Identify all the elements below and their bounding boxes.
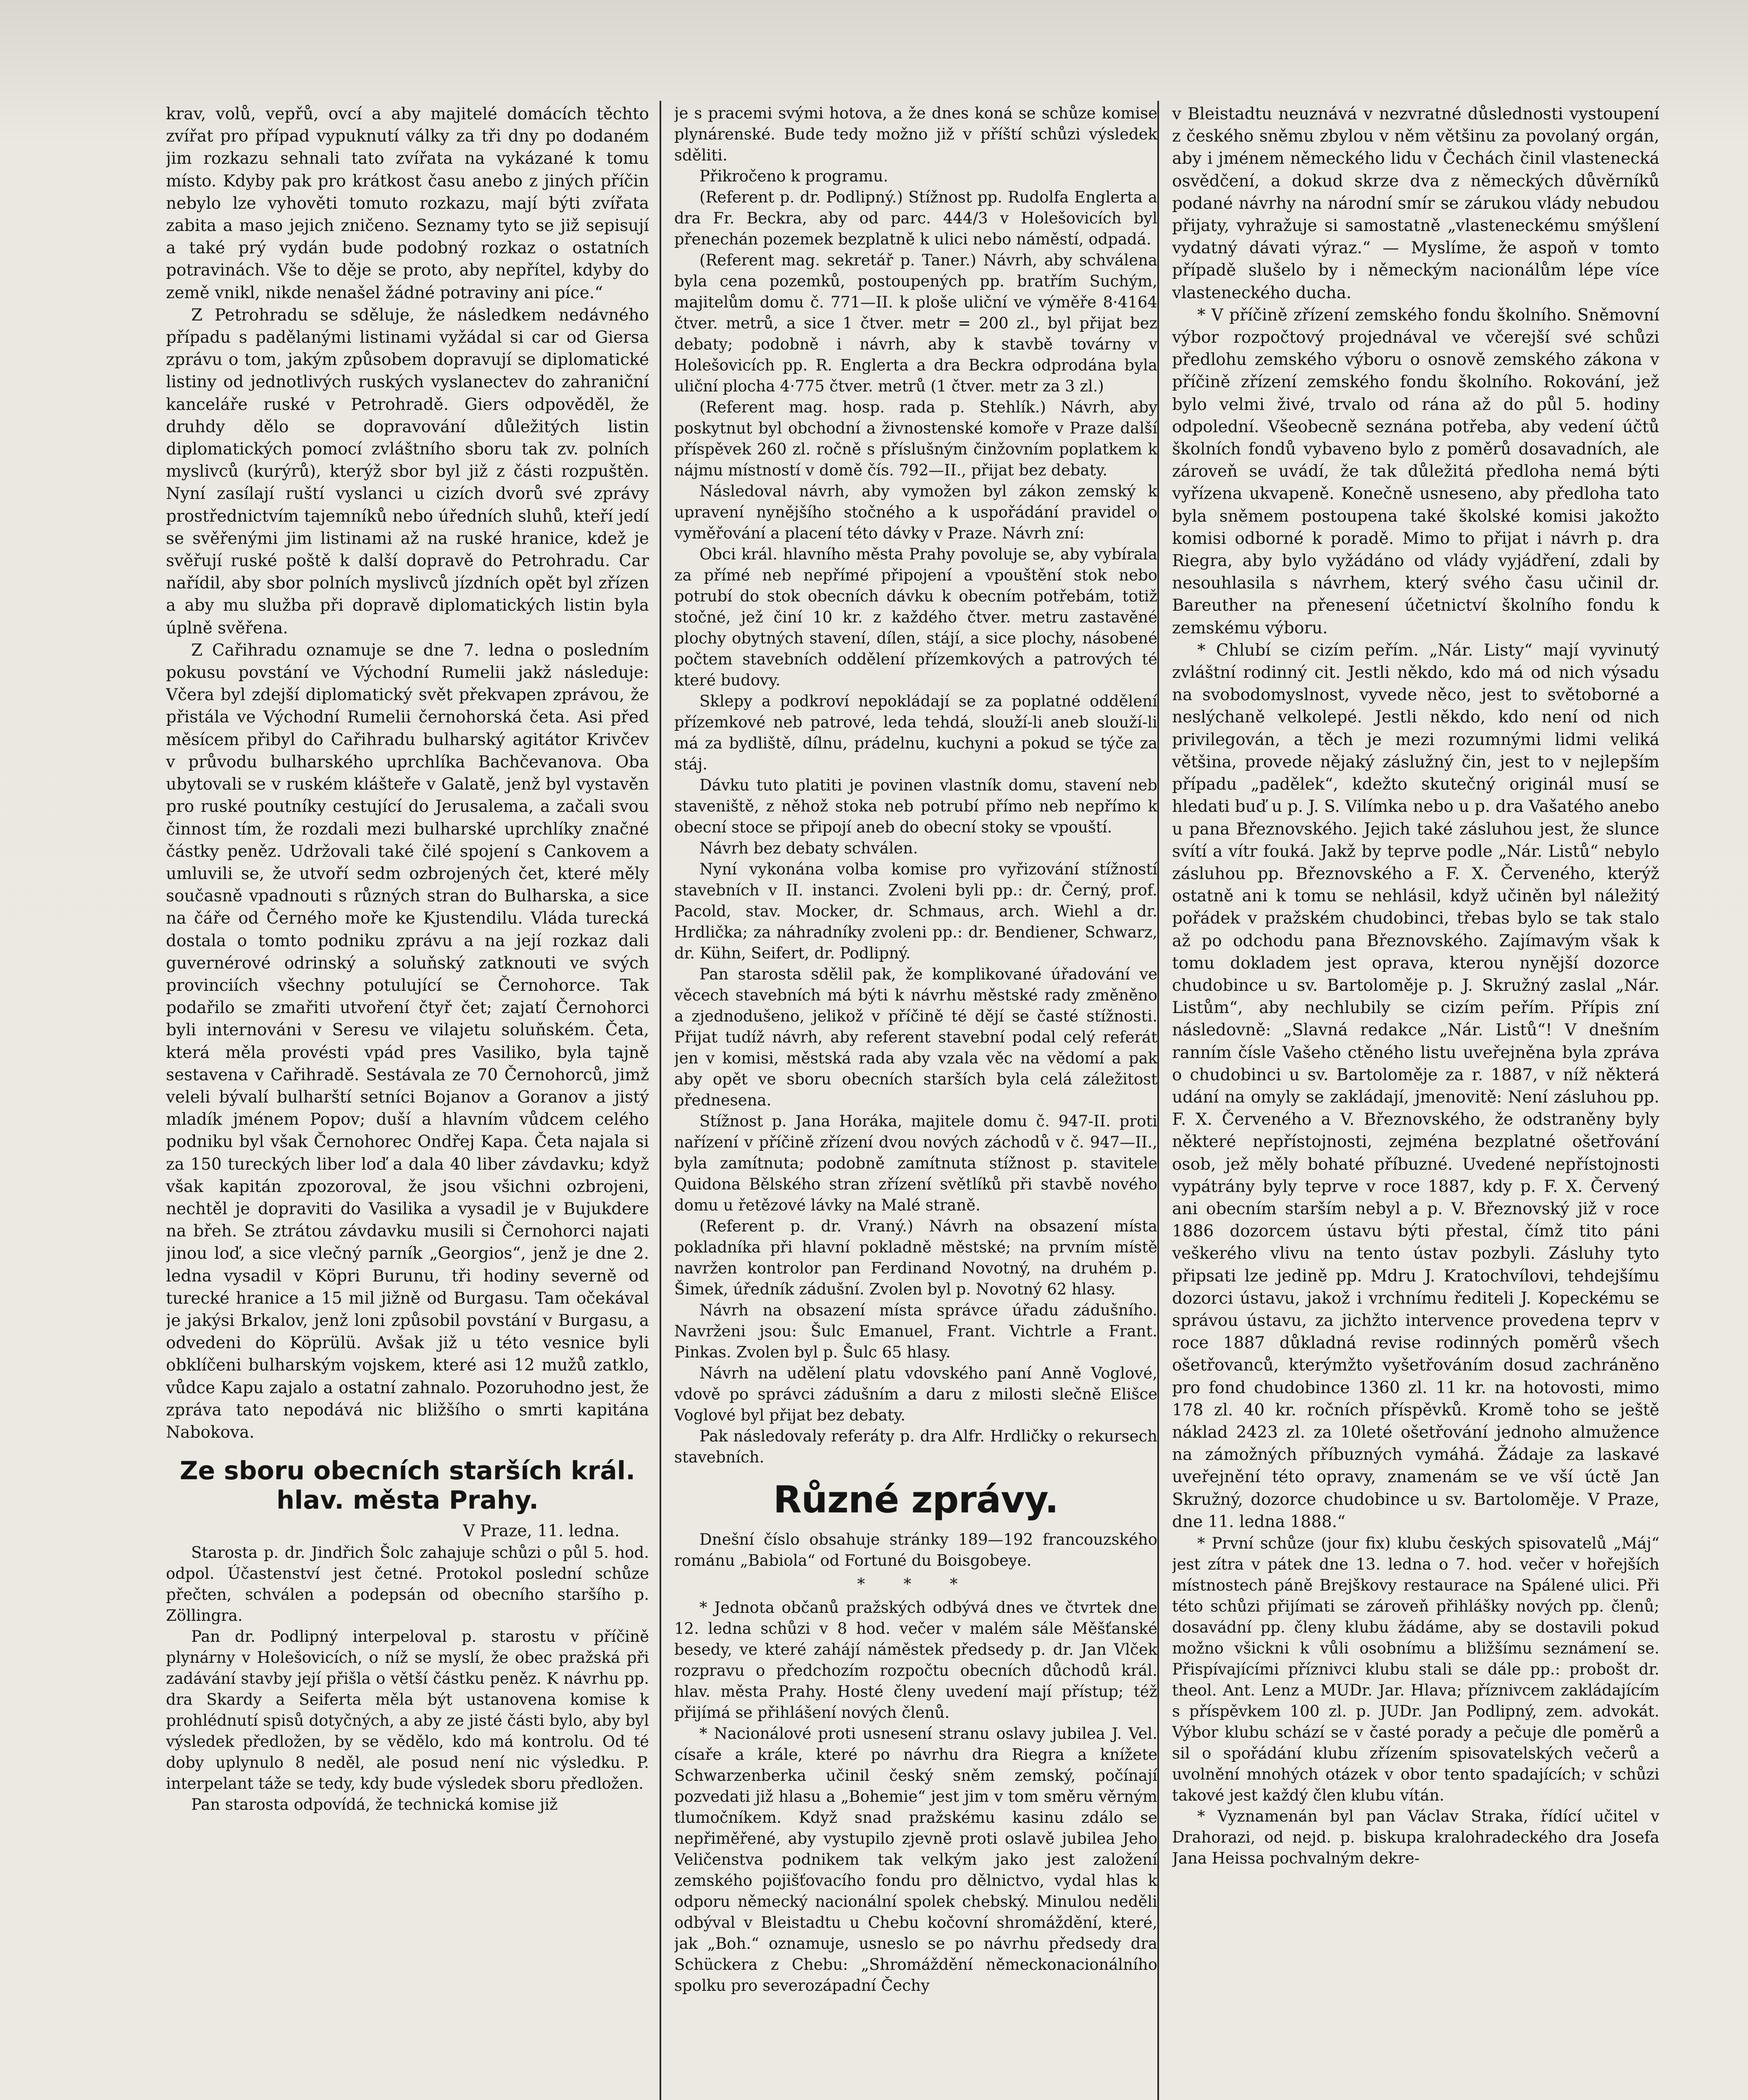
article-text: * Nacionálové proti usnesení stranu oslavy jubilea J. Vel. císaře a krále, které po návrhu dra Riegra a knížete Schwarzenberka učinil český sněm zemský, počínají pozvedati již hlasu a „Bohemie“ jest jim v tom směru věrným tlumočníkem. Když snad pražskému kasinu zdálo se nepřiměřené, aby vystupilo zjevně proti oslavě jubilea Jeho Veličenstva podnikem tak velkým jako jest založení zemského pojišťovacího fondu pro dělnictvo, vydal hlas k odporu německý nacionální spolek chebský. Minulou neděli odbýval v Bleistadtu u Chebu kočovní shromáždění, které, jak „Boh.“ oznamuje, usneslo se po návrhu předsedy dra Schückera z Chebu: „Shromáždění německonacionálního spolku pro severozápadní Čechy [674, 1725, 1157, 1995]
article-text: (Referent mag. hosp. rada p. Stehlík.) Návrh, aby poskytnut byl obchodní a živnostenské komoře v Praze další příspěvek 260 zl. ročně s příslušným činžovním poplatkem k nájmu místností v domě čís. 792—II., přijat bez debaty. [674, 398, 1157, 479]
article-text: * Jednota občanů pražských odbývá dnes ve čtvrtek dne 12. ledna schůzi v 8 hod. večer v malém sále Měšťanské besedy, ve které zahájí náměstek předsedy p. dr. Jan Vlček rozpravu o předchozím rozpočtu obecních důchodů král. hlav. města Prahy. Hosté členy uvedení mají přístup; též přijímá se přihlášení nových členů. [674, 1599, 1157, 1722]
column-rule-1 [660, 101, 661, 2100]
article-text: Návrh bez debaty schválen. [699, 839, 918, 857]
article-text: Návrh na udělení platu vdovského paní Anně Voglové, vdově po správci zádušním a daru z milosti slečně Elišce Voglové byl přijat bez debaty. [674, 1364, 1157, 1424]
article-text: * Vyznamenán byl pan Václav Straka, řídící učitel v Drahorazi, od nejd. p. biskupa kralohradeckého dra Josefa Jana Heissa pochvalným dekre- [1172, 1807, 1659, 1867]
article-text: (Referent p. dr. Vraný.) Návrh na obsazení místa pokladníka při hlavní pokladně městské; na prvním místě navržen kontrolor pan Ferdinand Novotný, na druhém p. Šimek, úředník zádušní. Zvolen byl p. Novotný 62 hlasy. [674, 1217, 1157, 1298]
column-2 [674, 103, 1157, 2100]
article-text: Z Petrohradu se sděluje, že následkem nedávného případu s padělanými listinami vyžádal si car od Giersa zprávu o tom, jakým způsobem dopravují se diplomatické listiny od jednotlivých ruských vyslanectev do zahraniční kanceláře ruské v Petrohradě. Giers odpověděl, že druhdy dělo se dopravování důležitých listin diplomatických pomocí zvláštního sboru tak zv. polních myslivců (kurýrů), kterýž sbor byl již z části rozpuštěn. Nyní zasílají ruští vyslanci u cizích dvorů své zprávy prostřednictvím tajemníků nebo úředních sluhů, kteří jedí se svěřenými jim listinami až na ruské hranice, kdež je svěřují ruské poště k další dopravě do Petrohradu. Car nařídil, aby sbor polních myslivců jízdních opět byl zřízen a aby mu služba při dopravě diplomatických listin byla úplně svěřena. [166, 305, 649, 638]
column-rule-2 [1157, 101, 1159, 2100]
article-text: Přikročeno k programu. [699, 167, 888, 185]
article-text: Následoval návrh, aby vymožen byl zákon zemský k upravení nynějšího stočného a k uspořádání pravidel o vyměřování a placení této dávky v Praze. Návrh zní: [674, 482, 1157, 542]
article-text: Nyní vykonána volba komise pro vyřizování stížností stavebních v II. instanci. Zvoleni byli pp.: dr. Černý, prof. Pacold, stav. Mocker, dr. Schmaus, arch. Wiehl a dr. Hrdlička; za náhradníky zvoleni pp.: dr. Bendiener, Schwarz, dr. Kühn, Seifert, dr. Podlipný. [674, 860, 1157, 962]
article-text: Obci král. hlavního města Prahy povoluje se, aby vybírala za přímé neb nepřímé připojení a vpouštění stok nebo potrubí do stok obecních dávku k obecním potřebám, totiž stočné, jež činí 10 kr. z každého čtver. metru zastavěné plochy obytných stavení, dílen, stájí, a sice plochy, násobené počtem stavebních oddělení přízemkových a patrových té které budovy. [674, 545, 1157, 689]
article-text: (Referent mag. sekretář p. Taner.) Návrh, aby schválena byla cena pozemků, postoupených pp. bratřím Suchým, majitelům domu č. 771—II. k ploše uliční ve výměře 8·4164 čtver. metrů, a sice 1 čtver. metr = 200 zl., byl přijat bez debaty; podobně i návrh, aby k stavbě továrny v Holešovicích pp. R. Englerta a dra Beckra odprodána byla uliční plocha 4·775 čtver. metrů (1 čtver. metr za 3 zl.) [674, 251, 1157, 395]
article-text: Pan dr. Podlipný interpeloval p. starostu v příčině plynárny v Holešovicích, o níž se myslí, že obec pražská při zadávání stavby její přišla o větší částku peněz. K návrhu pp. dra Skardy a Seiferta měla být ustanovena komise k prohlédnutí spisů dotyčných, a aby ze jisté části bylo, aby byl výsledek předložen, by se vědělo, kdo má kontrolu. Od té doby uplynulo 8 neděl, ale posud není nic výsledku. P. interpelant táže se tedy, kdy bude výsledek sboru předložen. [166, 1628, 649, 1793]
section-heading: Různé zprávy. [773, 1478, 1059, 1521]
section-heading: Ze sboru obecních starších král. hlav. města Prahy. [179, 1456, 636, 1515]
article-text: Návrh na obsazení místa správce úřadu zádušního. Navrženi jsou: Šulc Emanuel, Frant. Vichtrle a Frant. Pinkas. Zvolen byl p. Šulc 65 hlasy. [674, 1301, 1157, 1361]
article-text: Pan starosta odpovídá, že technická komise již [191, 1796, 558, 1814]
article-text: Starosta p. dr. Jindřich Šolc zahajuje schůzi o půl 5. hod. odpol. Účastenství jest četné. Protokol poslední schůze přečten, schválen a podepsán od obecního staršího p. Zöllingra. [166, 1544, 649, 1625]
column-1 [166, 103, 649, 2100]
article-text: Stížnost p. Jana Horáka, majitele domu č. 947-II. proti nařízení v příčině zřízení dvou nových záchodů v č. 947—II., byla zamítnuta; podobně zamítnuta stížnost p. stavitele Quidona Bělského stran zřízení světlíků při stavbě nového domu u řetězové lávky na Malé straně. [674, 1112, 1157, 1214]
article-text: Z Cařihradu oznamuje se dne 7. ledna o posledním pokusu povstání ve Východní Rumelii jakž následuje: Včera byl zdejší diplomatický svět překvapen zprávou, že přistála ve Východní Rumelii černohorská četa. Asi před měsícem přibyl do Cařihradu bulharský agitátor Krivčev v průvodu bulharského uprchlíka Bachčevanova. Oba ubytovali se v ruském klášteře v Galatě, jenž byl vystavěn pro ruské poutníky cestující do Jerusalema, a začali svou činnost tím, že rozdali mezi bulharské uprchlíky značné částky peněz. Udržovali také čilé spojení s Cankovem a umluvili se, že utvoří sedm ozbrojených čet, které měly současně vpadnouti s různých stran do Bulharska, a sice na čáře od Černého moře ke Kjustendilu. Vláda turecká dostala o tomto podniku zprávu a na její rozkaz dali guvernérové odrinský a soluňský zatknouti ve svých provinciích všechny potulující se Černohorce. Tak podařilo se zmařiti utvoření čtyř čet; zajatí Černohorci byli internováni v Seresu ve vilajetu soluňském. Četa, která měla provésti vpád pres Vasiliko, byla tajně sestavena v Cařihradě. Sestávala ze 70 Černohorců, jimž veleli bývalí bulharští setníci Bojanov a Goranov a jistý mladík jménem Popov; duší a hlavním vůdcem celého podniku byl však Černohorec Ondřej Kapa. Četa najala si za 150 tureckých liber loď a dala 40 liber závdavku; když však kapitán zpozoroval, že jsou všichni ozbrojeni, nechtěl je dopraviti do Vasilika a vysadil je v Bujukdere na břeh. Se ztrátou závdavku musili si Černohorci najati jinou loď, a sice vlečný parník „Georgios“, jenž je dne 2. ledna vysadil v Köpri Burunu, tři hodiny severně od turecké hranice a 15 mil jižně od Burgasu. Tam očekával je jakýsi Brkalov, jenž loni způsobil povstání v Burgasu, a odvedeni do Köprülü. Avšak již u této vesnice byli obklíčeni bulharským vojskem, které asi 12 mužů zatklo, vůdce Kapu zajalo a ostatní zahnalo. Pozoruhodno jest, že zpráva tato nepodává nic bližšího o smrti kapitána Nabokova. [166, 640, 649, 1442]
article-text: * V příčině zřízení zemského fondu školního. Sněmovní výbor rozpočtový projednával ve včerejší své schůzi předlohu zemského výboru o osnově zemského zákona v příčině zřízení zemského fondu školního. Rokování, jež bylo velmi živé, trvalo od rána až do půl 5. hodiny odpolední. Všeobecně seznána potřeba, aby vedení účtů školních fondů vybaveno bylo z poměrů dosavadních, ale zároveň se uvádí, že tak důležitá předloha nemá býti vyřízena ukvapeně. Konečně usneseno, aby předloha tato byla sněmem postoupena také školské komisi jakožto komisi odborné k poradě. Mimo to přijat i návrh p. dra Riegra, aby bylo vyžádáno od vlády vyjádření, zdali by nesouhlasila s návrhem, který svého času učinil dr. Bareuther na přenesení účetnictví školního fondu k zemskému výboru. [1172, 305, 1659, 638]
article-text: v Bleistadtu neuznává v nezvratné důslednosti vystoupení z českého sněmu zbylou v něm většinu za povolaný orgán, aby i jménem německého lidu v Čechách činil vlastenecká osvědčení, a dokud skrze dva z německých důvěrníků podané návrhy na národní smír se zárukou vlády nebudou přijaty, vyhražuje si samostatně „vlasteneckému smýšlení vydatný dávati výraz.“ — Myslíme, že aspoň v tomto případě slušelo by i německým nacionálům lépe více vlasteneckého ducha. [1172, 105, 1659, 302]
article-text: Pan starosta sdělil pak, že komplikované úřadování ve věcech stavebních má býti k návrhu městské rady změněno a zjednodušeno, jelikož v příčině té dějí se časté stížnosti. Přijat tudíž návrh, aby referent stavební podal celý referát jen v komisi, městská rada aby vzala věc na vědomí a pak aby opět ve sboru obecních starších byla celá záležitost přednesena. [674, 965, 1157, 1109]
article-text: Dnešní číslo obsahuje stránky 189—192 francouzského románu „Babiola“ od Fortuné du Boisgobeye. [674, 1530, 1157, 1570]
article-text: Dávku tuto platiti je povinen vlastník domu, stavení neb staveniště, z něhož stoka neb potrubí přímo neb nepřímo k obecní stoce se připojí aneb do obecní stoky se vpouští. [674, 776, 1157, 836]
article-text: je s pracemi svými hotova, a že dnes koná se schůze komise plynárenské. Bude tedy možno již v příští schůzi výsledek sděliti. [674, 104, 1157, 164]
dateline: V Praze, 11. ledna. [463, 1522, 620, 1541]
column-3 [1172, 103, 1659, 2100]
separator-stars: * * * [857, 1575, 975, 1593]
article-text: (Referent p. dr. Podlipný.) Stížnost pp. Rudolfa Englerta a dra Fr. Beckra, aby od parc. 444/3 v Holešovicích byl přenechán pozemek bezplatně k ulici nebo náměstí, odpadá. [674, 188, 1157, 248]
article-text: Sklepy a podkroví nepokládají se za poplatné oddělení přízemkové neb patrové, leda tehdá, slouží-li aneb slouží-li má za bydliště, dílnu, prádelnu, kuchyni a pokud se týče za stáj. [674, 692, 1157, 773]
article-text: * Chlubí se cizím peřím. „Nár. Listy“ mají vyvinutý zvláštní rodinný cit. Jestli někdo, kdo má od nich výsadu na svobodomyslnost, vyvede něco, jest to světoborné a neslýchaně velkolepé. Jestli někdo, kdo není od nich privilegován, a těch je mezi rozumnými lidmi veliká většina, provede nějaký záslužný čin, jest to v nejlepším případu „padělek“, kdežto skutečný originál musí se hledati buď u p. J. S. Vilímka nebo u p. dra Vašatého anebo u pana Březnovského. Jejich také zásluhou jest, že slunce svítí a vítr fouká. Jakž by teprve podle „Nár. Listů“ nebylo zásluhou pp. Březnovského a F. X. Červeného, kterýž ostatně ani k tomu se nehlásil, když učiněn byl náležitý pořádek v pražském chudobinci, třebas bylo se tak stalo až po odchodu pana Březnovského. Zajímavým však k tomu dokladem jest oprava, kterou nynější dozorce chudobince u sv. Bartoloměje p. J. Skružný zaslal „Nár. Listům“, aby nechlubily se cizím peřím. Přípis zní následovně: „Slavná redakce „Nár. Listů“! V dnešním ranním čísle Vašeho ctěného listu uveřejněna byla zpráva o chudobinci u sv. Bartoloměje za r. 1887, v níž některá udání na omyly se zakládají, jmenovitě: Není zásluhou pp. F. X. Červeného a V. Březnovského, že odstraněny byly některé nepřístojnosti, zejména bezplatné ošetřování osob, jež měly bohaté příbuzné. Uvedené nepřístojnosti vypátrány byly teprve v roce 1887, kdy p. F. X. Červený ani obecním starším nebyl a p. V. Březnovský již v roce 1886 dozorcem ústavu býti přestal, čímž tito páni veškerého vlivu na tento ústav pozbyli. Zásluhy tyto připsati lze jedině pp. Mdru J. Kratochvílovi, tehdejšímu dozorci ústavu, jakož i vrchnímu řediteli J. Kopeckému se správou ústavu, za jichžto intervence provedena teprv v roce 1887 důkladná revise rodinných poměrů všech ošetřovanců, kterýmžto vyšetřováním dosud zachráněno pro fond chudobince 1360 zl. 11 kr. na hotovosti, mimo 178 zl. 40 kr. ročních příspěvků. Kromě toho se ještě náklad 2423 zl. za 10leté ošetřování jednoho almužence na zámožných příbuzných vymáhá. Žádaje za laskavé uveřejnění této opravy, znamenám se ve vší úctě Jan Skružný, dozorce chudobince u sv. Bartoloměje. V Praze, dne 11. ledna 1888.“ [1172, 640, 1659, 1531]
article-text: Pak následovaly referáty p. dra Alfr. Hrdličky o rekursech stavebních. [674, 1427, 1157, 1466]
article-text: * První schůze (jour fix) klubu českých spisovatelů „Máj“ jest zítra v pátek dne 13. ledna o 7. hod. večer v hořejších místnostech páně Brejškovy restaurace na Spálené ulici. Při této schůzi přijímati se zároveň přihlášky nových pp. členů; dosavádní pp. členy klubu žádáme, aby se dostavili pokud možno všickni k vůli osobnímu a bližšímu seznámení se. Přispívajícími příznivci klubu stali se dále pp.: probošt dr. theol. Ant. Lenz a MUDr. Jar. Hlava; příznivcem zakládajícím s příspěvkem 100 zl. p. JUDr. Jan Podlipný, zem. advokát. Výbor klubu schází se v časté porady a pečuje dle poměrů a sil o spořádání klubu zřízením spisovatelských večerů a uvolnění mnohých otázek v obor tento spadajících; v schůzi takové jest každý člen klubu vítán. [1172, 1534, 1659, 1804]
article-text: krav, volů, vepřů, ovcí a aby majitelé domácích těchto zvířat pro případ vypuknutí války za tři dny po dodaném jim rozkazu sehnali tato zvířata na vykázané k tomu místo. Kdyby pak pro krátkost času anebo z jiných příčin nebylo lze vyhověti tomuto rozkazu, mají býti zvířata zabita a maso jejich zničeno. Seznamy tyto se již sepisují a také prý vydán bude podobný rozkaz o ostatních potravinách. Vše to děje se proto, aby nepřítel, kdyby do země vnikl, nikde nenašel žádné potraviny ani píce.“ [166, 105, 649, 302]
